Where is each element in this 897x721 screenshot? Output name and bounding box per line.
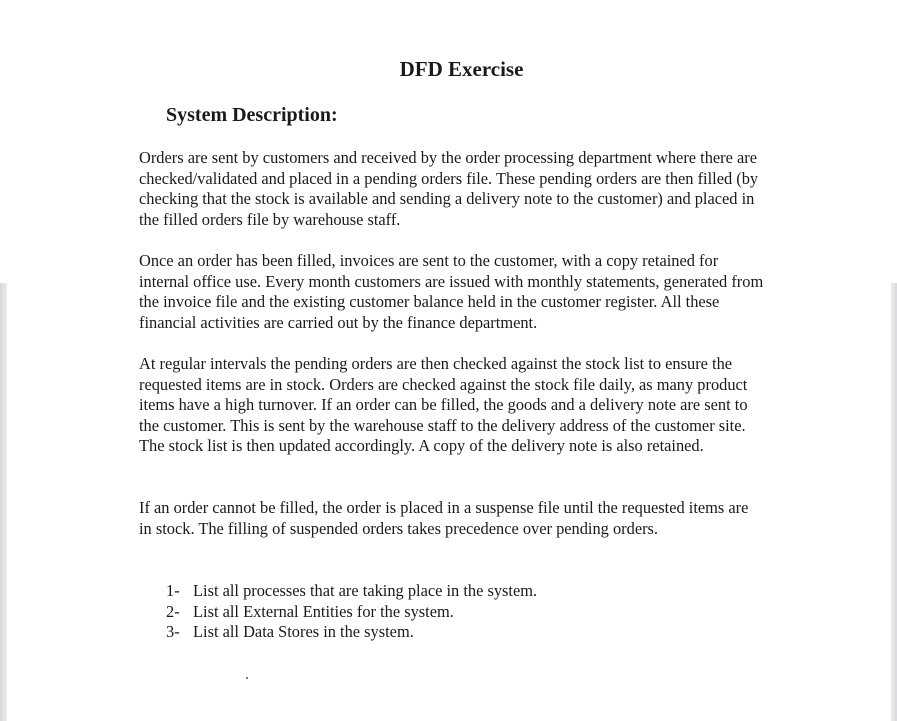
section-heading: System Description: bbox=[166, 104, 338, 126]
task-item bbox=[166, 581, 537, 602]
page-edge-right bbox=[891, 283, 897, 721]
task-number: 3- bbox=[166, 622, 180, 642]
task-text: List all External Entities for the system. bbox=[193, 601, 454, 621]
task-item bbox=[166, 622, 537, 643]
paragraph-invoicing: Once an order has been filled, invoices are sent to the customer, with a copy retained for internal office use. Every month customers are issued with monthly statements, generated from the invoice file and the existing customer balance held in the customer register. All these financial activities are carried out by the finance department. bbox=[139, 251, 764, 332]
task-item bbox=[166, 602, 537, 623]
task-list bbox=[166, 581, 537, 643]
task-number: 1- bbox=[166, 581, 180, 600]
task-text: List all processes that are taking place in the system. bbox=[193, 581, 538, 600]
task-text: List all Data Stores in the system. bbox=[193, 622, 414, 642]
task-number: 2- bbox=[166, 601, 180, 621]
paragraph-stock-check: At regular intervals the pending orders are then checked against the stock list to ensure the requested items are in stock. Orders are checked against the stock file daily, as many product items have a high turnover. If an order can be filled, the goods and a delivery note are sent to the customer. This is sent by the warehouse staff to the delivery address of the customer site. The stock list is then updated accordingly. A copy of the delivery note is also retained. bbox=[139, 354, 748, 456]
paragraph-suspense-file: If an order cannot be filled, the order is placed in a suspense file until the requested items are in stock. The filling of suspended orders takes precedence over pending orders. bbox=[139, 498, 749, 538]
page-title: DFD Exercise bbox=[399, 57, 524, 81]
page-edge-left bbox=[0, 283, 7, 721]
stray-dot-mark bbox=[246, 677, 248, 679]
paragraph-order-processing: Orders are sent by customers and received by the order processing department where there are checked/validated and placed in a pending orders file. These pending orders are then filled (by checking that the stock is available and sending a delivery note to the customer) and placed in the filled orders file by warehouse staff. bbox=[139, 148, 759, 229]
